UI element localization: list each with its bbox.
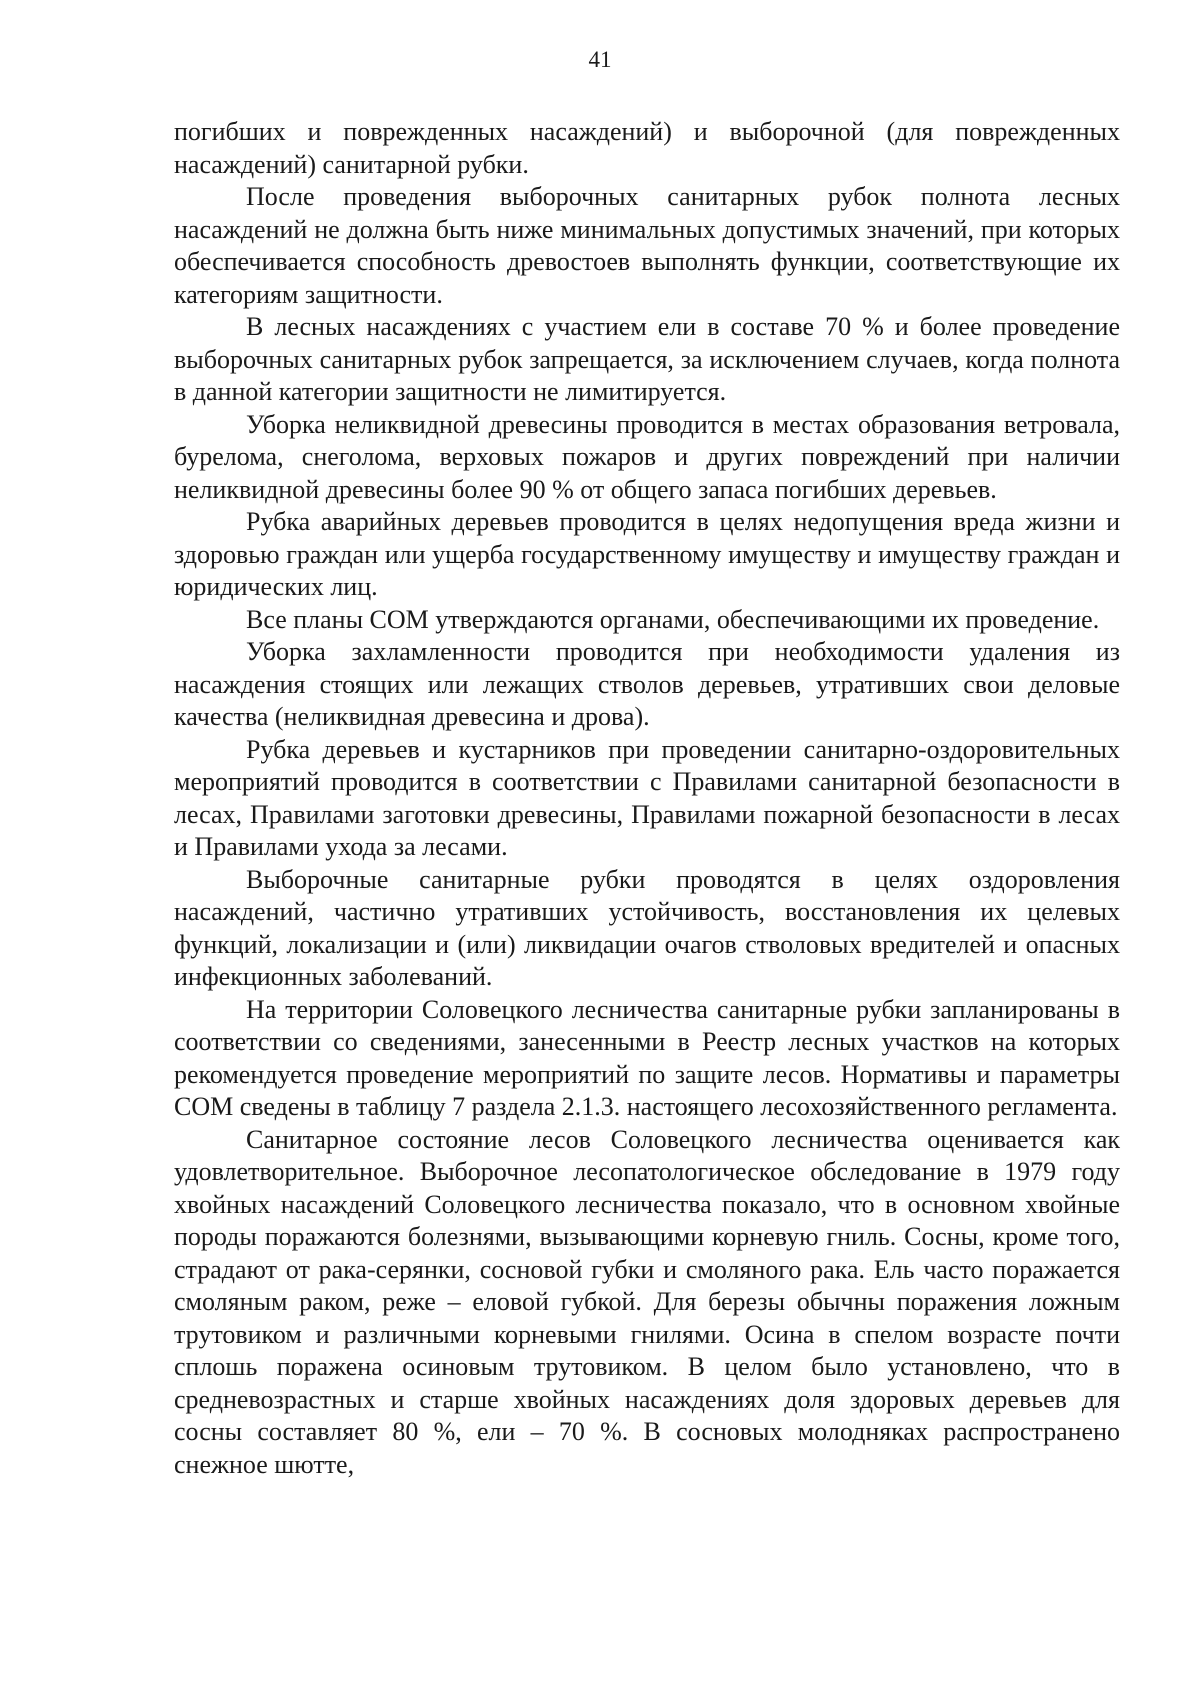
- paragraph: Все планы СОМ утверждаются органами, обеспечивающими их проведение.: [246, 604, 1100, 634]
- paragraph: В лесных насаждениях с участием ели в составе 70 % и более проведение выборочных санитарных рубок запрещается, за исключением случаев, когда полнота в данной категории защитности не лимитируется.: [174, 312, 1120, 406]
- paragraph: На территории Соловецкого лесничества санитарные рубки запланированы в соответствии со сведениями, занесенными в Реестр лесных участков на которых рекомендуется проведение мероприятий по защите лесов. Нормативы и параметры СОМ сведены в таблицу 7 раздела 2.1.3. настоящего лесохозяйственного регламента.: [174, 994, 1120, 1121]
- paragraph: Выборочные санитарные рубки проводятся в целях оздоровления насаждений, частично утративших устойчивость, восстановления их целевых функций, локализации и (или) ликвидации очагов стволовых вредителей и опасных инфекционных заболеваний.: [174, 864, 1120, 991]
- document-body: [174, 116, 1120, 1481]
- paragraph: погибших и поврежденных насаждений) и выборочной (для поврежденных насаждений) санитарной рубки.: [174, 117, 1120, 179]
- page-number: 41: [588, 47, 612, 72]
- paragraph: После проведения выборочных санитарных рубок полнота лесных насаждений не должна быть ниже минимальных допустимых значений, при которых обеспечивается способность древостоев выполнять функции, соответствующие их категориям защитности.: [174, 182, 1120, 309]
- paragraph: Уборка захламленности проводится при необходимости удаления из насаждения стоящих или лежащих стволов деревьев, утративших свои деловые качества (неликвидная древесина и дрова).: [174, 637, 1120, 731]
- paragraph: Уборка неликвидной древесины проводится в местах образования ветровала, бурелома, снеголома, верховых пожаров и других повреждений при наличии неликвидной древесины более 90 % от общего запаса погибших деревьев.: [174, 409, 1120, 504]
- paragraph: Санитарное состояние лесов Соловецкого лесничества оценивается как удовлетворительное. Выборочное лесопатологическое обследование в 1979 году хвойных насаждений Соловецкого лесничества показало, что в основном хвойные породы поражаются болезнями, вызывающими корневую гниль. Сосны, кроме того, страдают от рака-серянки, сосновой губки и смоляного рака. Ель часто поражается смоляным раком, реже – еловой губкой. Для березы обычны поражения ложным трутовиком и различными корневыми гнилями. Осина в спелом возрасте почти сплошь поражена осиновым трутовиком. В целом было установлено, что в средневозрастных и старше хвойных насаждениях доля здоровых деревьев для сосны составляет 80 %, ели – 70 %. В сосновых молодняках распространено снежное шютте,: [174, 1124, 1120, 1479]
- paragraph: Рубка аварийных деревьев проводится в целях недопущения вреда жизни и здоровью граждан или ущерба государственному имуществу и имуществу граждан и юридических лиц.: [174, 507, 1120, 601]
- paragraph: Рубка деревьев и кустарников при проведении санитарно-оздоровительных мероприятий проводится в соответствии с Правилами санитарной безопасности в лесах, Правилами заготовки древесины, Правилами пожарной безопасности в лесах и Правилами ухода за лесами.: [174, 734, 1120, 861]
